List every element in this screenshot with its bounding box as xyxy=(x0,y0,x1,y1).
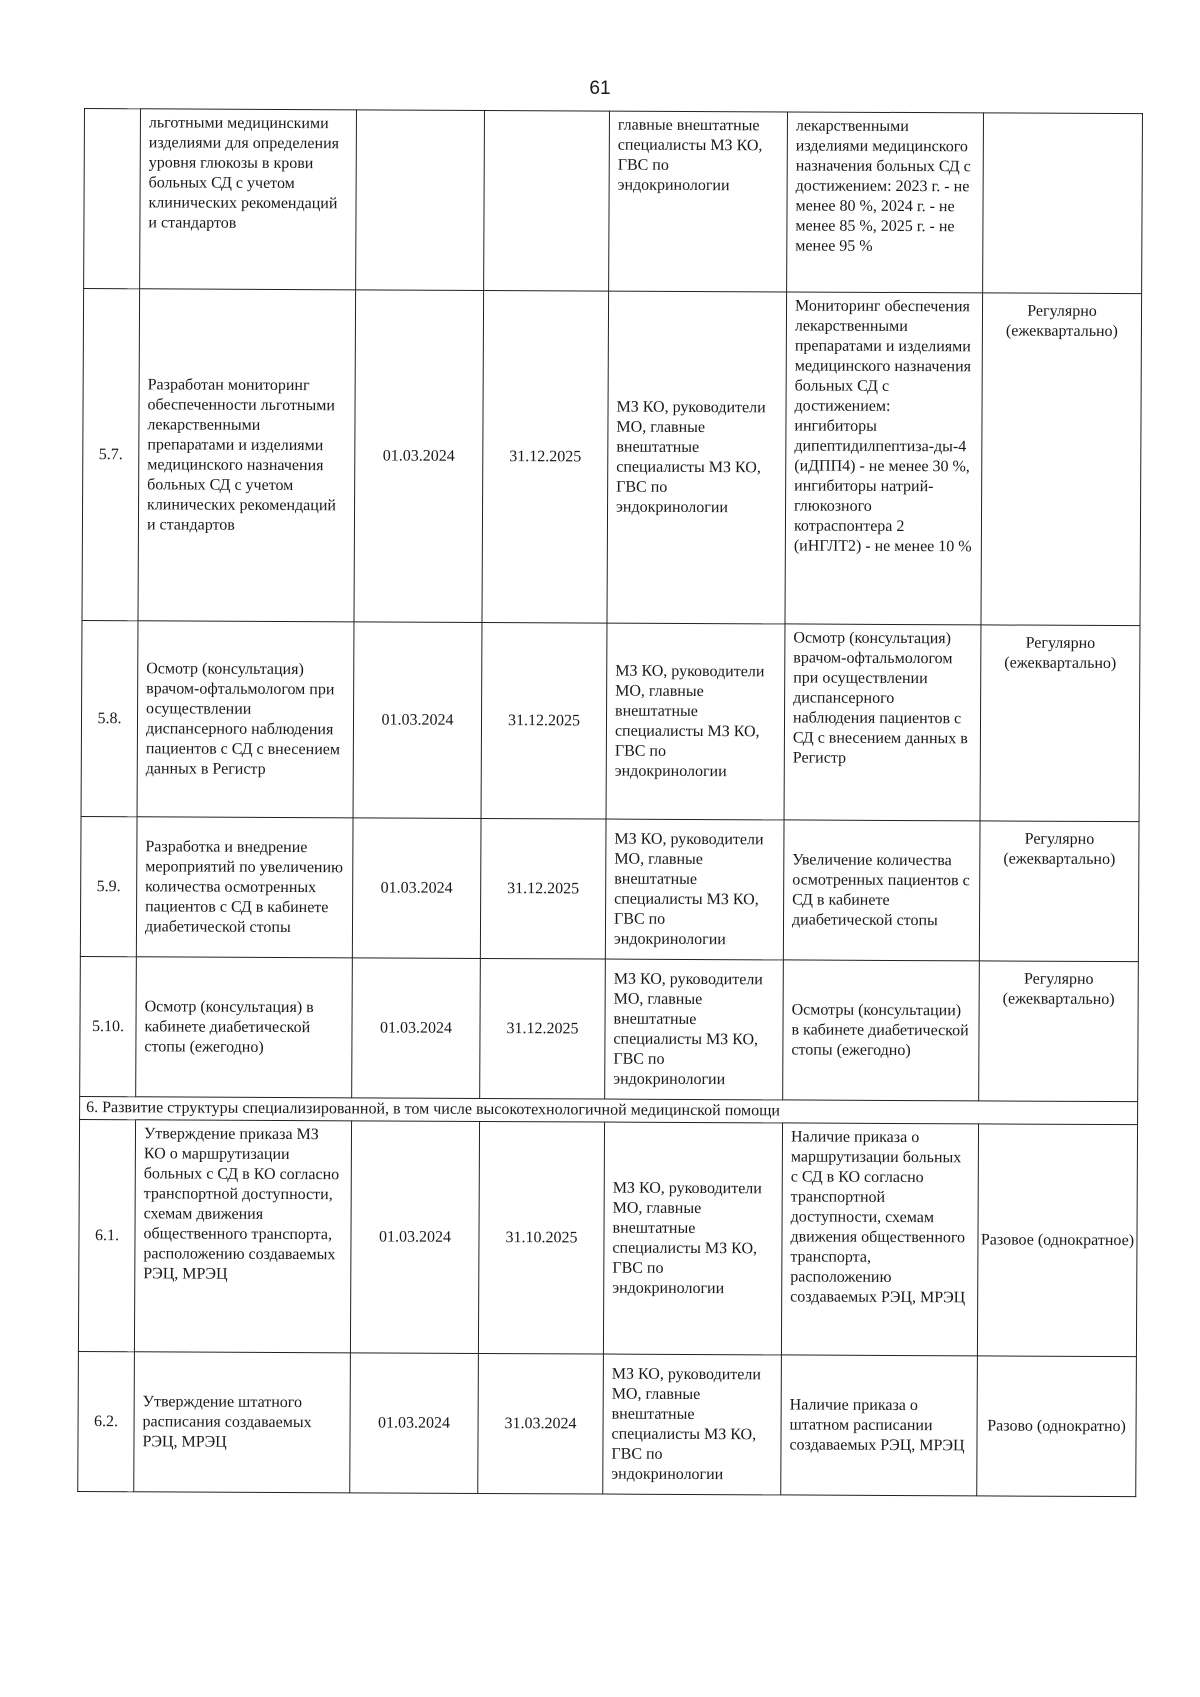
table-row xyxy=(84,109,1143,294)
responsible-cell: МЗ КО, руководители МО, главные внештатные специалисты МЗ КО, ГВС по эндокринологии xyxy=(607,291,787,624)
result-cell: Осмотр (консультация) врачом-офтальмологом при осуществлении диспансерного наблюдения пациентов с СД с внесением данных в Регистр xyxy=(784,624,981,821)
start-date-cell: 01.03.2024 xyxy=(350,1353,479,1494)
result-cell: Увеличение количества осмотренных пациентов с СД в кабинете диабетической стопы xyxy=(783,820,980,961)
start-date-cell: 01.03.2024 xyxy=(350,1121,479,1354)
start-date-cell: 01.03.2024 xyxy=(352,958,481,1099)
row-number xyxy=(84,109,141,289)
start-date-cell xyxy=(356,110,485,291)
result-cell: Мониторинг обеспечения лекарственными препаратами и изделиями медицинского назначения больных СД с достижением: ингибиторы дипептидилпептиза-ды-4 (иДПП4) - не менее 30 %, ингибиторы натрий-глюкозного котраспонтера 2 (иНГЛТ2) - не менее 10 % xyxy=(785,292,983,625)
start-date-cell: 01.03.2024 xyxy=(353,622,482,819)
page-number: 61 xyxy=(589,78,611,99)
periodicity-cell: Разово (однократно) xyxy=(977,1356,1137,1497)
row-number: 6.1. xyxy=(78,1119,135,1351)
end-date-cell: 31.12.2025 xyxy=(480,958,606,1099)
table-row xyxy=(82,289,1142,626)
result-cell: лекарственными изделиями медицинского назначения больных СД с достижением: 2023 г. - не менее 80 %, 2024 г. - не менее 85 %, 2025 г. - не менее 95 % xyxy=(787,112,984,293)
responsible-cell: главные внештатные специалисты МЗ КО, ГВС по эндокринологии xyxy=(609,111,788,292)
table-row xyxy=(80,956,1139,1101)
row-number: 5.9. xyxy=(80,816,137,956)
table-row xyxy=(80,816,1139,961)
event-cell: льготными медицинскими изделиями для определения уровня глюкозы в крови больных СД с учетом клинических рекомендаций и стандартов xyxy=(140,109,357,290)
start-date-cell: 01.03.2024 xyxy=(352,818,481,959)
periodicity-cell xyxy=(983,113,1143,294)
document-sheet xyxy=(77,108,1142,1497)
table-row xyxy=(78,1119,1137,1356)
end-date-cell: 31.12.2025 xyxy=(480,818,606,959)
result-cell: Осмотры (консультации) в кабинете диабетической стопы (ежегодно) xyxy=(783,960,980,1101)
table-row xyxy=(78,1351,1137,1496)
end-date-cell: 31.10.2025 xyxy=(478,1121,604,1354)
end-date-cell: 31.03.2024 xyxy=(478,1353,604,1494)
responsible-cell: МЗ КО, руководители МО, главные внештатные специалисты МЗ КО, ГВС по эндокринологии xyxy=(603,1354,782,1495)
periodicity-cell: Регулярно (ежеквартально) xyxy=(980,625,1140,822)
result-cell: Наличие приказа о штатном расписании создаваемых РЭЦ, МРЭЦ xyxy=(781,1355,978,1496)
table-row xyxy=(81,620,1140,821)
periodicity-cell: Разовое (однократное) xyxy=(977,1124,1137,1357)
result-cell: Наличие приказа о маршрутизации больных с СД в КО согласно транспортной доступности, схемам движения общественного транспорта, расположению создаваемых РЭЦ, МРЭЦ xyxy=(781,1123,978,1356)
responsible-cell: МЗ КО, руководители МО, главные внештатные специалисты МЗ КО, ГВС по эндокринологии xyxy=(605,819,784,960)
section-title: 6. Развитие структуры специализированной, в том числе высокотехнологичной медицинской помощи xyxy=(80,1096,1138,1124)
event-cell: Утверждение приказа МЗ КО о маршрутизации больных с СД в КО согласно транспортной доступности, схемам движения общественного транспорта, расположению создаваемых РЭЦ, МРЭЦ xyxy=(134,1120,351,1353)
event-cell: Утверждение штатного расписания создаваемых РЭЦ, МРЭЦ xyxy=(134,1352,351,1493)
event-cell: Разработка и внедрение мероприятий по увеличению количества осмотренных пациентов с СД в кабинете диабетической стопы xyxy=(136,817,353,958)
event-cell: Разработан мониторинг обеспеченности льготными лекарственными препаратами и изделиями медицинского назначения больных СД с учетом клинических рекомендаций и стандартов xyxy=(138,289,356,622)
row-number: 5.7. xyxy=(82,289,140,621)
periodicity-cell: Регулярно (ежеквартально) xyxy=(979,961,1139,1102)
responsible-cell: МЗ КО, руководители МО, главные внештатные специалисты МЗ КО, ГВС по эндокринологии xyxy=(603,1122,782,1355)
periodicity-cell: Регулярно (ежеквартально) xyxy=(981,293,1142,626)
end-date-cell: 31.12.2025 xyxy=(481,622,607,819)
responsible-cell: МЗ КО, руководители МО, главные внештатные специалисты МЗ КО, ГВС по эндокринологии xyxy=(606,623,785,820)
event-cell: Осмотр (консультация) в кабинете диабетической стопы (ежегодно) xyxy=(136,957,353,1098)
measures-table xyxy=(77,108,1143,1497)
responsible-cell: МЗ КО, руководители МО, главные внештатные специалисты МЗ КО, ГВС по эндокринологии xyxy=(605,959,784,1100)
end-date-cell: 31.12.2025 xyxy=(482,290,609,623)
row-number: 6.2. xyxy=(78,1351,135,1491)
row-number: 5.10. xyxy=(80,956,137,1096)
event-cell: Осмотр (консультация) врачом-офтальмологом при осуществлении диспансерного наблюдения пациентов с СД с внесением данных в Регистр xyxy=(137,621,354,818)
start-date-cell: 01.03.2024 xyxy=(354,290,484,623)
row-number: 5.8. xyxy=(81,620,138,816)
end-date-cell xyxy=(484,110,610,291)
periodicity-cell: Регулярно (ежеквартально) xyxy=(979,821,1139,962)
